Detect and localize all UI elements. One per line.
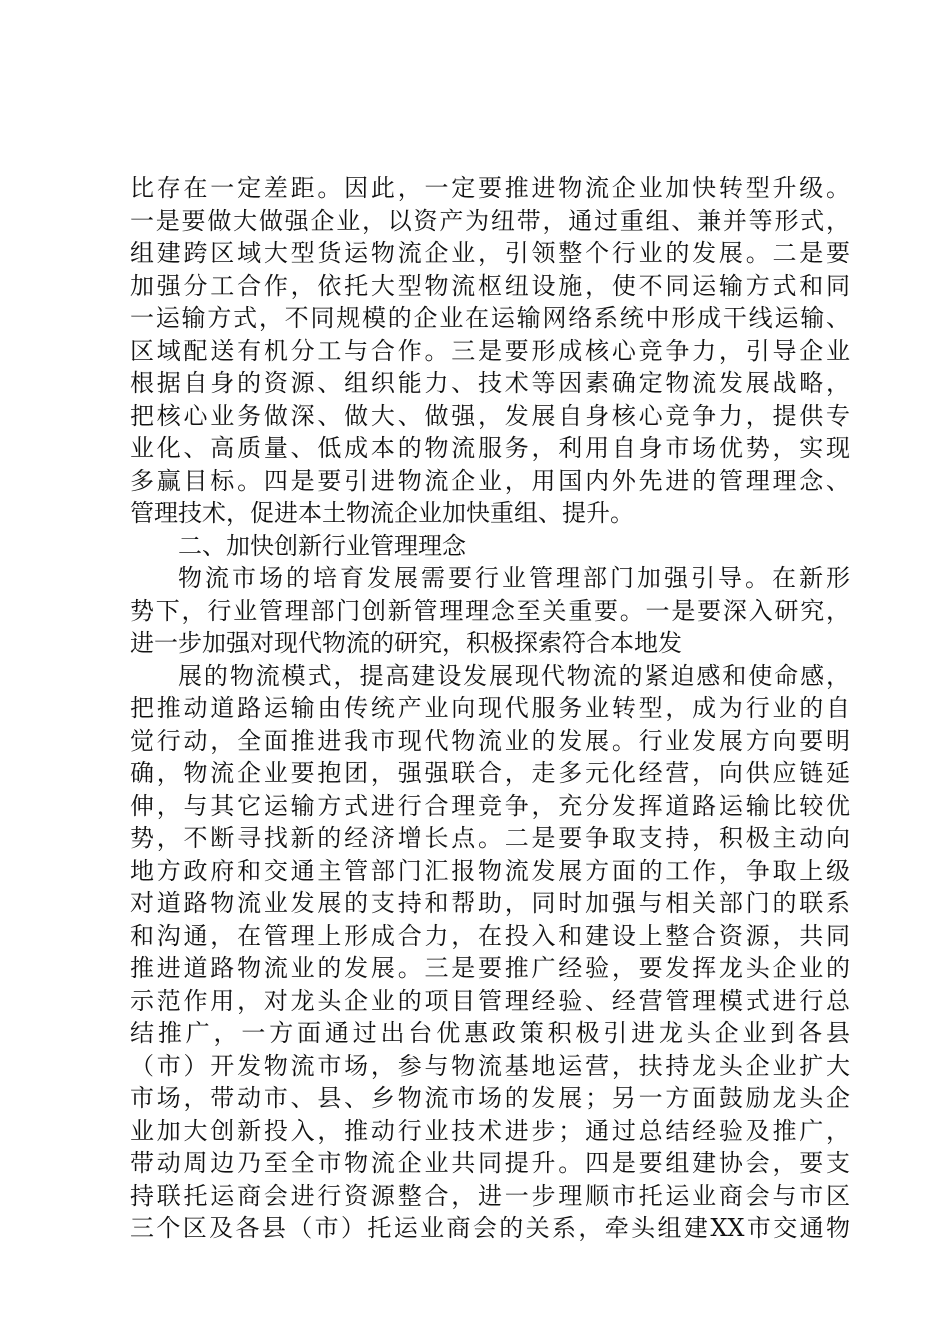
text-line: 结推广，一方面通过出台优惠政策积极引进龙头企业到各县 bbox=[130, 1019, 850, 1047]
text-line: 比存在一定差距。因此，一定要推进物流企业加快转型升级。 bbox=[130, 174, 850, 202]
text-line: 一运输方式，不同规模的企业在运输网络系统中形成干线运输、 bbox=[130, 304, 850, 332]
text-line: 组建跨区域大型货运物流企业，引领整个行业的发展。二是要 bbox=[130, 239, 850, 267]
text-line: 觉行动，全面推进我市现代物流业的发展。行业发展方向要明 bbox=[130, 726, 850, 755]
text-line: 根据自身的资源、组织能力、技术等因素确定物流发展战略， bbox=[130, 369, 850, 397]
text-line: 市场，带动市、县、乡物流市场的发展；另一方面鼓励龙头企 bbox=[130, 1084, 850, 1112]
text-line: 展的物流模式，提高建设发展现代物流的紧迫感和使命感， bbox=[178, 661, 850, 690]
text-line: 区域配送有机分工与合作。三是要形成核心竞争力，引导企业 bbox=[130, 336, 850, 365]
text-line: 加强分工合作，依托大型物流枢纽设施，使不同运输方式和同 bbox=[130, 271, 850, 300]
text-line: 物流市场的培育发展需要行业管理部门加强引导。在新形 bbox=[178, 564, 850, 592]
text-line: 管理技术，促进本土物流企业加快重组、提升。 bbox=[130, 499, 634, 527]
text-line: 把核心业务做深、做大、做强，发展自身核心竞争力，提供专 bbox=[130, 401, 850, 430]
text-line: 和沟通，在管理上形成合力，在投入和建设上整合资源，共同 bbox=[130, 921, 850, 950]
text-line: （市）开发物流市场，参与物流基地运营，扶持龙头企业扩大 bbox=[130, 1051, 850, 1080]
section-heading: 二、加快创新行业管理理念 bbox=[178, 531, 466, 560]
text-line: 业化、高质量、低成本的物流服务，利用自身市场优势，实现 bbox=[130, 434, 850, 462]
text-line: 业加大创新投入，推动行业技术进步；通过总结经验及推广， bbox=[130, 1116, 850, 1145]
text-line: 对道路物流业发展的支持和帮助，同时加强与相关部门的联系 bbox=[130, 889, 850, 917]
text-line: 持联托运商会进行资源整合，进一步理顺市托运业商会与市区 bbox=[130, 1181, 850, 1210]
text-line: 一是要做大做强企业，以资产为纽带，通过重组、兼并等形式， bbox=[130, 206, 850, 235]
text-line: 三个区及各县（市）托运业商会的关系，牵头组建XX市交通物 bbox=[130, 1214, 850, 1242]
text-line: 势下，行业管理部门创新管理理念至关重要。一是要深入研究， bbox=[130, 596, 850, 625]
text-line: 伸，与其它运输方式进行合理竞争，充分发挥道路运输比较优 bbox=[130, 791, 850, 820]
text-line: 确，物流企业要抱团，强强联合，走多元化经营，向供应链延 bbox=[130, 759, 850, 787]
text-line: 带动周边乃至全市物流企业共同提升。四是要组建协会，要支 bbox=[130, 1149, 850, 1177]
text-line: 多赢目标。四是要引进物流企业，用国内外先进的管理理念、 bbox=[130, 466, 850, 495]
text-line: 把推动道路运输由传统产业向现代服务业转型，成为行业的自 bbox=[130, 694, 850, 722]
text-line: 示范作用，对龙头企业的项目管理经验、经营管理模式进行总 bbox=[130, 986, 850, 1015]
text-line: 地方政府和交通主管部门汇报物流发展方面的工作，争取上级 bbox=[130, 856, 850, 885]
body-text bbox=[130, 172, 850, 1245]
text-line: 推进道路物流业的发展。三是要推广经验，要发挥龙头企业的 bbox=[130, 954, 850, 982]
text-line: 进一步加强对现代物流的研究，积极探索符合本地发 bbox=[130, 629, 682, 657]
text-line: 势，不断寻找新的经济增长点。二是要争取支持，积极主动向 bbox=[130, 824, 850, 852]
